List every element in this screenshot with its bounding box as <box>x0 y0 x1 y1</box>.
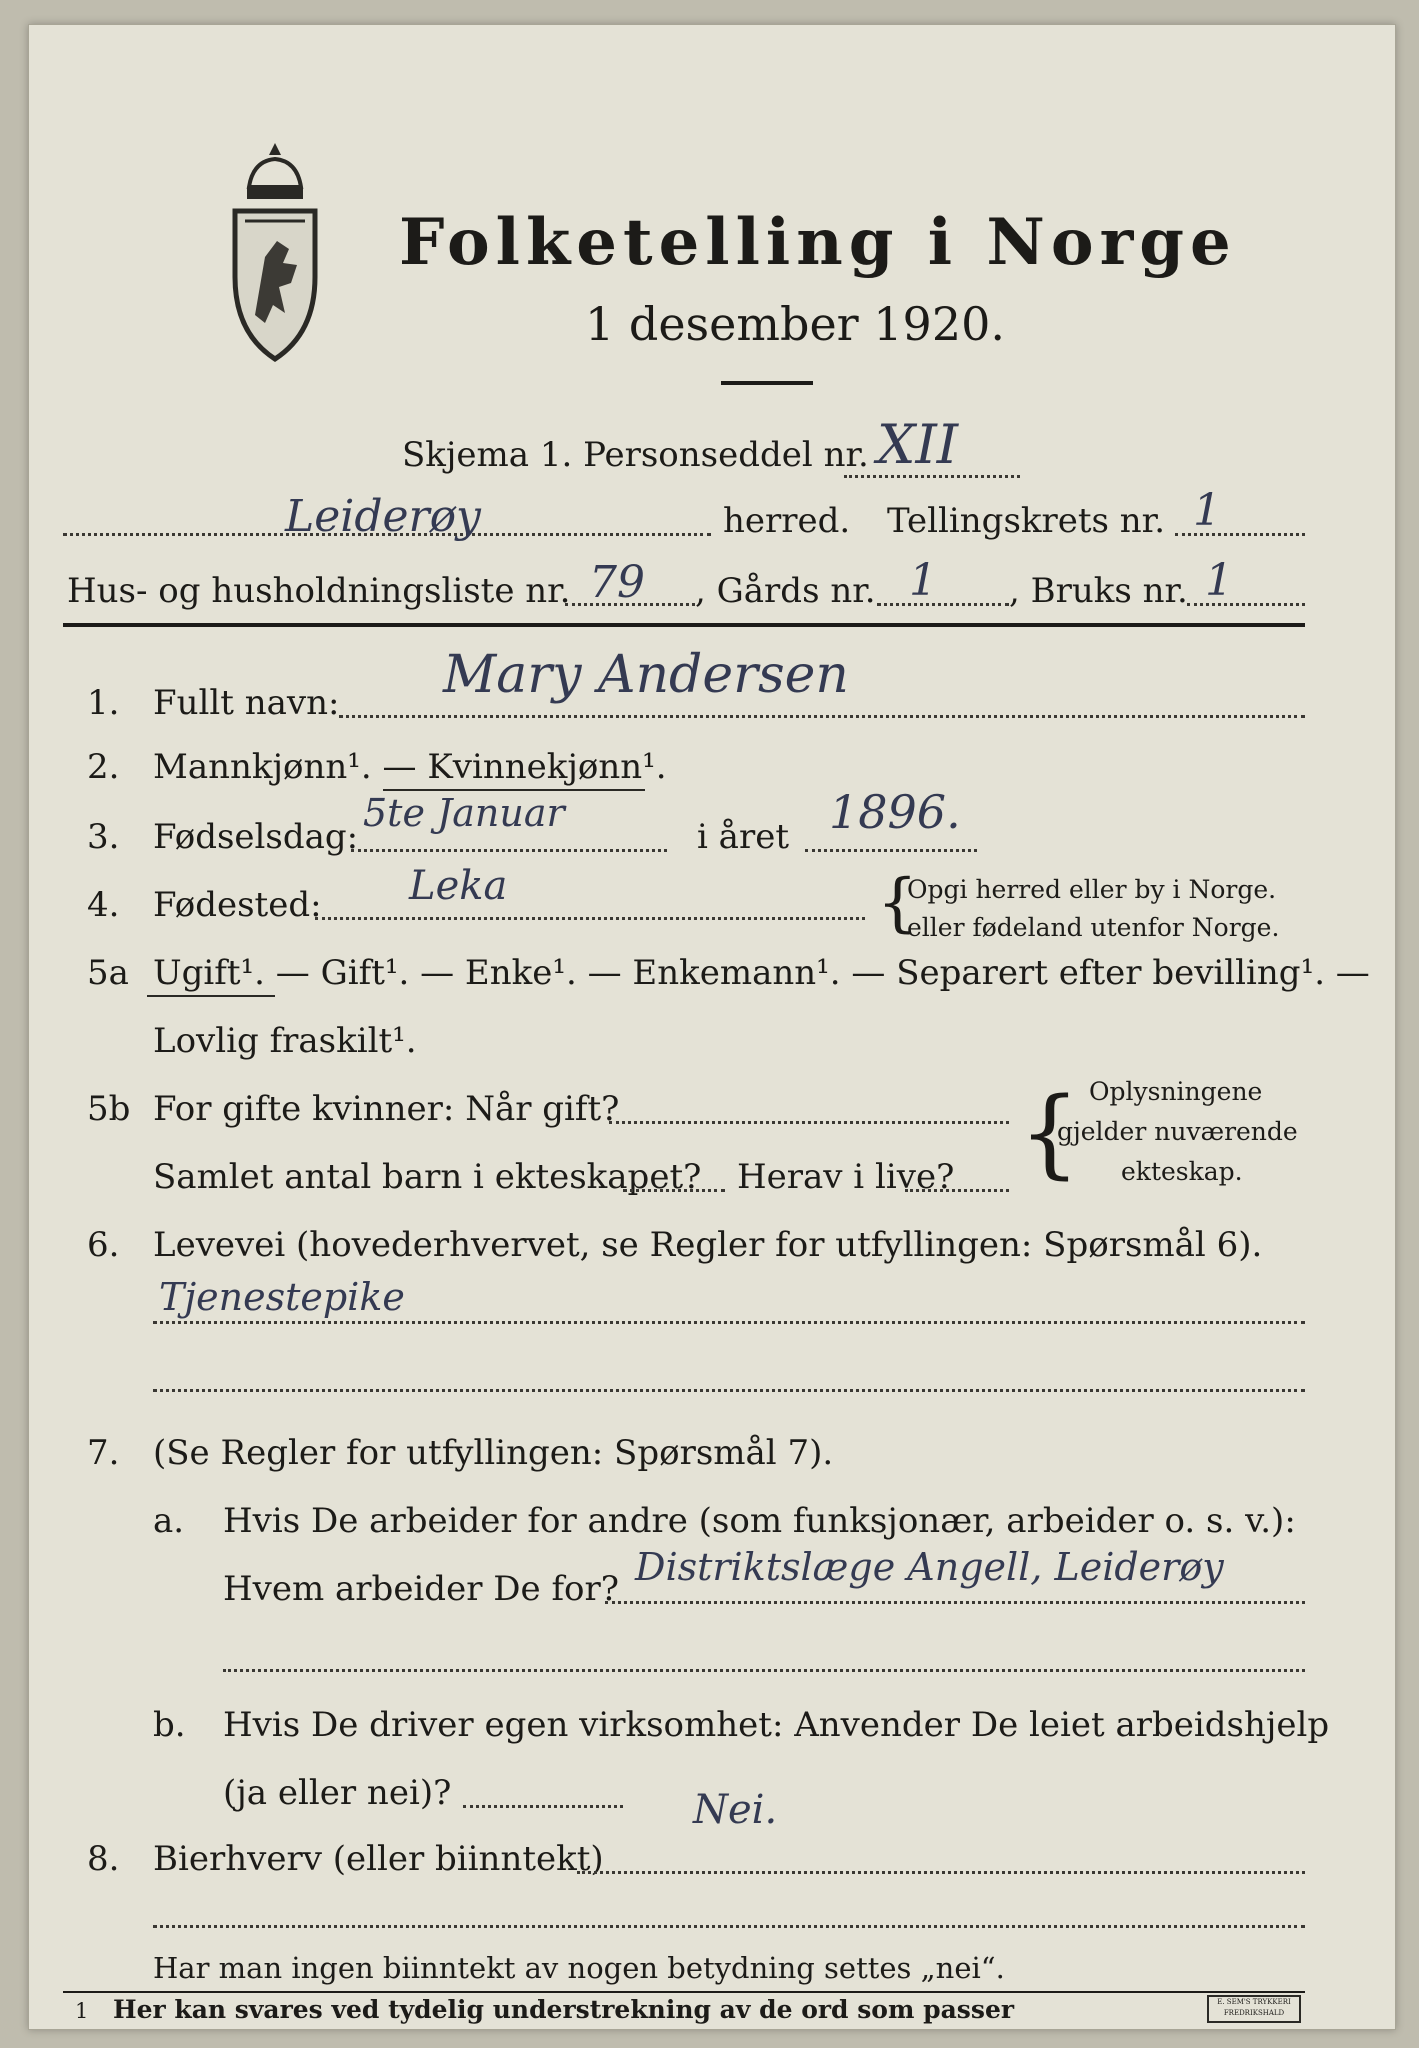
q4-note-line1: Opgi herred eller by i Norge. <box>907 875 1277 904</box>
q3-day-line <box>351 849 667 852</box>
q5b-note-brace: { <box>1019 1077 1081 1189</box>
q5b-note-line2: gjelder nuværende <box>1057 1117 1298 1146</box>
q3-year-label: i året <box>697 817 789 857</box>
q6-line1 <box>153 1321 1305 1324</box>
coat-of-arms-icon <box>225 137 325 365</box>
tellingskrets-value[interactable]: 1 <box>1193 485 1221 536</box>
q7a-value[interactable]: Distriktslæge Angell, Leiderøy <box>635 1545 1224 1589</box>
q6-label: Levevei (hovederhvervet, se Regler for utfyllingen: Spørsmål 6). <box>153 1225 1263 1265</box>
q8-label: Bierhverv (eller biinntekt) <box>153 1839 604 1879</box>
q7b-line <box>463 1805 623 1808</box>
q5b-married-line <box>609 1121 1009 1124</box>
q1-number: 1. <box>87 683 120 723</box>
q7b-letter: b. <box>153 1705 186 1745</box>
q7-number: 7. <box>87 1433 120 1473</box>
hus-label: Hus- og husholdningsliste nr. <box>67 571 571 611</box>
bruks-value[interactable]: 1 <box>1205 555 1233 606</box>
q7a-label-line1: Hvis De arbeider for andre (som funksjonær, arbeider o. s. v.): <box>223 1501 1296 1541</box>
q6-line2 <box>153 1389 1305 1392</box>
q5a-selection-underline <box>147 995 275 997</box>
q5a-number: 5a <box>87 953 129 993</box>
footnote-mark: 1 <box>75 1999 89 2023</box>
q2-label: Mannkjønn¹. — Kvinnekjønn¹. <box>153 747 667 787</box>
q5b-children-line <box>623 1189 725 1192</box>
title-divider <box>721 381 813 385</box>
header-rule <box>63 623 1305 627</box>
bruks-label: , Bruks nr. <box>1009 571 1188 611</box>
schema-label: Skjema 1. Personseddel nr. <box>402 435 869 475</box>
q5b-alive-line <box>905 1189 1009 1192</box>
q7b-label-line2: (ja eller nei)? <box>223 1773 452 1813</box>
q5b-note-line3: ekteskap. <box>1121 1157 1243 1186</box>
q3-year-line <box>805 849 977 852</box>
gards-line <box>877 603 1009 606</box>
q3-number: 3. <box>87 817 120 857</box>
q4-number: 4. <box>87 885 120 925</box>
q5b-label-line1: For gifte kvinner: Når gift? <box>153 1089 620 1129</box>
footnote-text: Her kan svares ved tydelig understrekning av de ord som passer <box>113 1995 1015 2024</box>
q7a-line1 <box>605 1601 1305 1604</box>
form-title: Folketelling i Norge <box>399 205 1237 280</box>
q5a-label-line1: Ugift¹. — Gift¹. — Enke¹. — Enkemann¹. — Separert efter bevilling¹. — <box>153 953 1370 993</box>
census-date: 1 desember 1920. <box>585 297 1005 351</box>
q5b-number: 5b <box>87 1089 131 1129</box>
herred-label: herred. <box>723 501 851 541</box>
q5b-label-line2: Samlet antal barn i ekteskapet? <box>153 1157 702 1197</box>
q7-label: (Se Regler for utfyllingen: Spørsmål 7). <box>153 1433 834 1473</box>
q3-label: Fødselsdag: <box>153 817 359 857</box>
q6-number: 6. <box>87 1225 120 1265</box>
q8-value[interactable]: Nei. <box>693 1787 778 1833</box>
q1-line <box>339 715 1305 718</box>
q8-line1 <box>577 1871 1305 1874</box>
herred-value[interactable]: Leiderøy <box>285 491 481 542</box>
schema-value[interactable]: XII <box>877 413 959 476</box>
q7a-label-line2: Hvem arbeider De for? <box>223 1569 619 1609</box>
printer-stamp: E. SEM'S TRYKKERI FREDRIKSHALD <box>1207 1995 1301 2023</box>
q4-note-brace: { <box>877 866 918 940</box>
footer-rule <box>63 1991 1305 1993</box>
tellingskrets-label: Tellingskrets nr. <box>887 501 1166 541</box>
q8-note: Har man ingen biinntekt av nogen betydning settes „nei“. <box>153 1951 1005 1985</box>
q7a-letter: a. <box>153 1501 185 1541</box>
gards-label: , Gårds nr. <box>695 571 876 611</box>
census-form-page <box>28 24 1396 2030</box>
gards-value[interactable]: 1 <box>909 555 937 606</box>
q1-value[interactable]: Mary Andersen <box>443 645 849 705</box>
q4-note-line2: eller fødeland utenfor Norge. <box>907 913 1280 942</box>
q5b-label-line3: Herav i live? <box>737 1157 955 1197</box>
q8-line2 <box>153 1925 1305 1928</box>
q3-value[interactable]: 5te Januar <box>363 791 565 835</box>
hus-value[interactable]: 79 <box>589 557 645 608</box>
q5a-label-line2: Lovlig fraskilt¹. <box>153 1021 417 1061</box>
q7b-label-line1: Hvis De driver egen virksomhet: Anvender De leiet arbeidshjelp <box>223 1705 1330 1745</box>
q6-value[interactable]: Tjenestepike <box>159 1275 405 1319</box>
q4-line <box>315 917 865 920</box>
q5b-note-line1: Oplysningene <box>1089 1077 1263 1106</box>
q8-number: 8. <box>87 1839 120 1879</box>
q7a-line2 <box>223 1669 1305 1672</box>
q4-value[interactable]: Leka <box>409 863 508 909</box>
q4-label: Fødested: <box>153 885 322 925</box>
q1-label: Fullt navn: <box>153 683 340 723</box>
q2-number: 2. <box>87 747 120 787</box>
q3-year-value[interactable]: 1896. <box>829 785 961 839</box>
